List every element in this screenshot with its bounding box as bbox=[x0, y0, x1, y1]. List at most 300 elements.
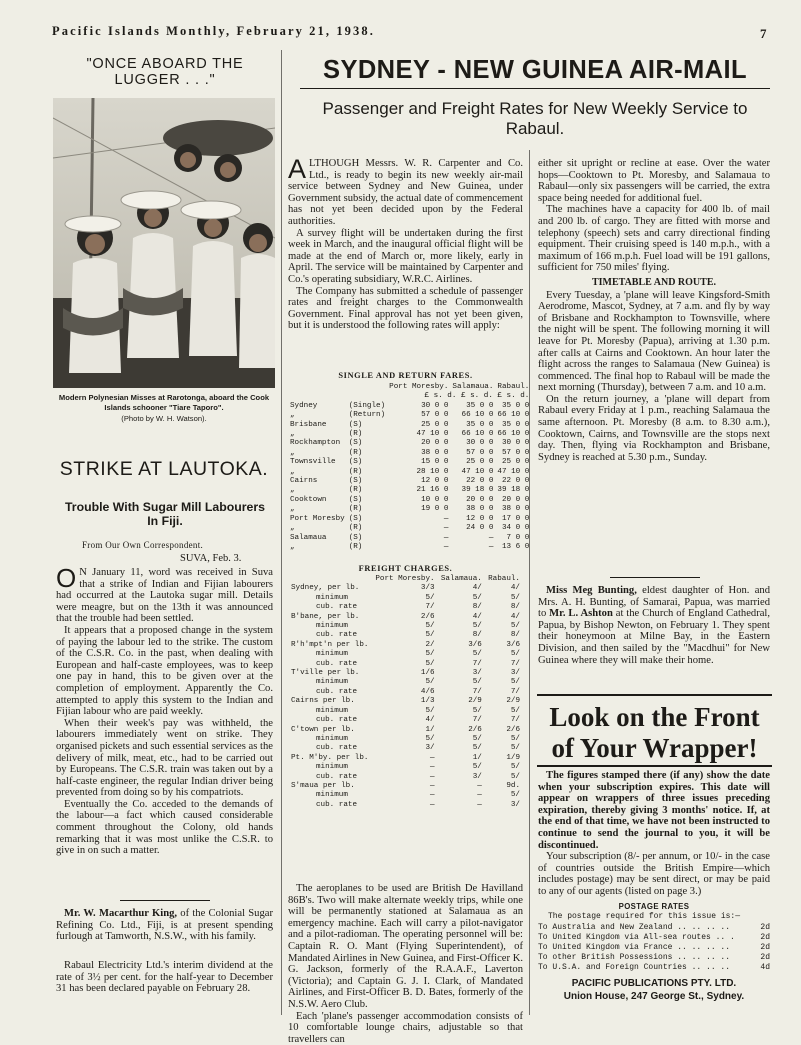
box-rule bbox=[537, 694, 772, 696]
brief-rabaul-text: Rabaul Electricity Ltd.'s interim dividend at the rate of 3½ per cent. for the half-year to December 31 has been declared payable on February 28. bbox=[56, 960, 273, 995]
fares-type: (S) bbox=[348, 420, 363, 429]
fares-place: „ bbox=[290, 542, 295, 551]
freight-value: 5/ bbox=[472, 744, 482, 753]
fares-value: 25 0 0 bbox=[421, 420, 449, 429]
fares-place: „ bbox=[290, 467, 295, 476]
fares-value: 20 0 0 bbox=[466, 495, 494, 504]
freight-value: — bbox=[477, 781, 482, 790]
postage-destination: To United Kingdom via France .. .. .. .. bbox=[538, 943, 731, 952]
freight-row bbox=[288, 603, 523, 612]
freight-value: 3/ bbox=[472, 772, 482, 781]
freight-label: cub. rate bbox=[316, 800, 358, 809]
freight-value: 4/ bbox=[510, 584, 520, 593]
freight-value: 5/ bbox=[425, 659, 435, 668]
airmail-para-5: Each 'plane's passenger accommodation consists of 10 comfortable lounge chairs, adjustable so that travellers can bbox=[288, 1010, 523, 1045]
postage-destination: To Australia and New Zealand .. .. .. .. bbox=[538, 923, 731, 932]
freight-label: minimum bbox=[316, 622, 348, 631]
fares-type: (S) bbox=[348, 458, 363, 467]
airmail-col3-para-3: Every Tuesday, a 'plane will leave Kingsford-Smith Aerodrome, Mascot, Sydney, at 7 a.m. and fly by way of Brisbane and Rockhampton to Townsville, where the night will be spent. The following morning it will leave for Pt. Moresby (Papua), arriving at 1.30 p.m. after calls at Cairns and Cooktown. An hour later the flight across the ranges to Salamaua (New Guinea) is commenced. The final hop to Rabaul will be made the next morning (Thursday), between 7 a.m. and 10 a.m. bbox=[538, 289, 770, 394]
freight-col-header: Salamaua. bbox=[440, 575, 482, 583]
fares-value: 38 0 0 bbox=[466, 505, 494, 514]
fares-header-row bbox=[288, 383, 531, 392]
bunting-groom: Mr. L. Ashton bbox=[549, 608, 613, 620]
fares-value: 20 0 0 bbox=[421, 439, 449, 448]
brief-king-name: Mr. W. Macarthur King, bbox=[64, 908, 178, 919]
fares-units-row bbox=[288, 392, 531, 401]
brief-king-text: of the Colonial Sugar Refining Co. Ltd., Fiji, is at present spending furlough at Tamworth, N.S.W., with his family. bbox=[56, 908, 273, 943]
freight-label: cub. rate bbox=[316, 631, 358, 640]
postage-rate: 2d bbox=[760, 953, 770, 962]
publisher-name: PACIFIC PUBLICATIONS PTY. LTD. bbox=[571, 978, 737, 989]
airmail-dropcap: A bbox=[288, 154, 307, 184]
fares-type: (R) bbox=[348, 448, 363, 457]
freight-value: 5/ bbox=[510, 734, 520, 743]
fares-value: 35 0 0 bbox=[501, 420, 530, 429]
freight-row bbox=[288, 716, 523, 725]
freight-value: 7/ bbox=[472, 716, 482, 725]
postage-row bbox=[538, 963, 770, 973]
fares-type: (S) bbox=[348, 514, 363, 523]
freight-value: 7/ bbox=[472, 659, 482, 668]
strike-title: STRIKE AT LAUTOKA. bbox=[59, 458, 269, 480]
freight-value: 5/ bbox=[510, 772, 520, 781]
fares-col-header: Port Moresby. bbox=[389, 383, 449, 391]
fares-value: 13 6 0 bbox=[501, 542, 530, 551]
freight-value: 3/6 bbox=[468, 640, 482, 649]
freight-value: 3/ bbox=[425, 744, 435, 753]
freight-value: 8/ bbox=[472, 631, 482, 640]
freight-value: — bbox=[430, 753, 435, 762]
freight-row bbox=[288, 622, 523, 631]
fares-row bbox=[288, 458, 531, 467]
freight-row bbox=[288, 791, 523, 800]
fares-row bbox=[288, 430, 531, 439]
postage-row bbox=[538, 923, 770, 933]
freight-label: cub. rate bbox=[316, 716, 358, 725]
fares-row bbox=[288, 439, 531, 448]
freight-value: 4/6 bbox=[420, 687, 435, 696]
strike-para-4: Eventually the Co. acceded to the demands of the labour—a fact which caused considerable comment throughout the Colony, old hands remarking that it was most unlike the C.S.R. to give in on such a matter. bbox=[56, 798, 273, 857]
fares-place: „ bbox=[290, 505, 295, 514]
postage-table bbox=[538, 923, 770, 973]
airmail-para-1 bbox=[288, 154, 523, 228]
fares-row bbox=[288, 534, 531, 543]
freight-value: — bbox=[430, 763, 435, 772]
freight-value: 5/ bbox=[510, 593, 520, 602]
fares-value: 25 0 0 bbox=[466, 458, 494, 467]
freight-value: 5/ bbox=[425, 650, 435, 659]
freight-label: C'town per lb. bbox=[291, 725, 355, 734]
freight-value: 5/ bbox=[425, 622, 435, 631]
fares-place: Cairns bbox=[290, 477, 318, 486]
freight-row bbox=[288, 726, 523, 735]
bunting-text-2: at the Church of England Cathedral, Papua, by Bishop Newton, on February 1. They spent their honeymoon at Milne Bay, in the Eastern Division, and then sailed by the "Macdhui" for New Guinea where they will make their home. bbox=[538, 608, 771, 666]
brief-rabaul bbox=[56, 960, 273, 995]
freight-value: 1/9 bbox=[506, 753, 520, 762]
box-rule bbox=[537, 765, 772, 767]
freight-label: cub. rate bbox=[316, 772, 358, 781]
postage-destination: To other British Possessions .. .. .. .. bbox=[538, 953, 731, 962]
freight-value: 5/ bbox=[425, 678, 435, 687]
strike-para-1-text: N January 11, word was received in Suva that a strike of Indian and Fijian labourers had occurred at the Lautoka sugar mill. Details were meagre, but on the 13th it was announced that the trouble had been settled. bbox=[56, 567, 273, 625]
fares-value: — bbox=[443, 514, 449, 523]
fares-units: £ s. d. £ s. d. £ s. d. bbox=[424, 392, 530, 401]
freight-value: — bbox=[430, 772, 435, 781]
freight-value: 5/ bbox=[510, 744, 520, 753]
fares-value: 10 0 0 bbox=[421, 495, 449, 504]
fares-type: (S) bbox=[348, 533, 363, 542]
running-title: Pacific Islands Monthly, February 21, 1938. bbox=[52, 24, 375, 38]
freight-label: T'ville per lb. bbox=[291, 669, 360, 678]
photo-headline: "ONCE ABOARD THE LUGGER . . ." bbox=[86, 56, 244, 88]
freight-value: 5/ bbox=[510, 791, 520, 800]
postage-destination: To U.S.A. and Foreign Countries .. .. .. bbox=[538, 963, 731, 972]
fares-value: 47 10 0 bbox=[461, 467, 494, 476]
freight-label: minimum bbox=[316, 650, 348, 659]
freight-value: 4/ bbox=[425, 716, 435, 725]
freight-value: 5/ bbox=[472, 706, 482, 715]
fares-value: — bbox=[443, 524, 449, 533]
strike-para-3: When their week's pay was withheld, the labourers immediately went on strike. They organised pickets and such essential services as the delivery of milk, meat, etc., had to be carried out by Europeans. The C.S.R. train was taken out by a half-caste engineer, the regular Indian driver being prevented from doing so by his compatriots. bbox=[56, 717, 273, 799]
freight-value: 1/ bbox=[472, 753, 482, 762]
fares-value: 57 0 0 bbox=[421, 411, 449, 420]
fares-row bbox=[288, 496, 531, 505]
fares-row bbox=[288, 543, 531, 552]
freight-row bbox=[288, 678, 523, 687]
strike-subtitle: Trouble With Sugar Mill Labourers In Fiji. bbox=[64, 500, 266, 528]
freight-row bbox=[288, 584, 523, 593]
freight-row bbox=[288, 801, 523, 810]
fares-value: 38 0 0 bbox=[421, 448, 449, 457]
fares-type: (R) bbox=[348, 486, 363, 495]
fares-value: 35 0 0 bbox=[466, 420, 494, 429]
freight-value: 4/ bbox=[510, 612, 520, 621]
freight-value: 2/ bbox=[425, 640, 435, 649]
fares-value: — bbox=[443, 542, 449, 551]
airmail-body-2 bbox=[288, 883, 523, 1045]
fares-place: „ bbox=[290, 486, 295, 495]
fares-heading: SINGLE AND RETURN FARES. bbox=[338, 371, 473, 380]
airmail-subtitle: Passenger and Freight Rates for New Weekly Service to Rabaul. bbox=[322, 99, 748, 138]
freight-label: minimum bbox=[316, 791, 348, 800]
fares-type: (Return) bbox=[348, 411, 386, 420]
fares-place: Salamaua bbox=[290, 533, 327, 542]
freight-label: minimum bbox=[316, 593, 348, 602]
airmail-body-1 bbox=[288, 154, 523, 332]
freight-value: 5/ bbox=[425, 734, 435, 743]
photo-credit: (Photo by W. H. Watson). bbox=[121, 414, 207, 423]
fares-value: 39 18 0 bbox=[461, 486, 494, 495]
fares-place: „ bbox=[290, 430, 295, 439]
freight-value: — bbox=[430, 781, 435, 790]
fares-row bbox=[288, 402, 531, 411]
postage-table-wrap bbox=[538, 923, 770, 973]
freight-value: 5/ bbox=[472, 650, 482, 659]
freight-value: 1/ bbox=[425, 725, 435, 734]
freight-value: 5/ bbox=[510, 763, 520, 772]
fares-row bbox=[288, 477, 531, 486]
airmail-para-2: A survey flight will be undertaken during the first week in March, and the inaugural official flight will be made at the end of March or, more likely, early in April. The service will be maintained by Carpenter and Co.'s operating subsidiary, W.R.C. Airlines. bbox=[288, 227, 523, 285]
freight-value: 2/9 bbox=[468, 697, 482, 706]
freight-label: cub. rate bbox=[316, 744, 358, 753]
freight-value: — bbox=[477, 791, 482, 800]
freight-value: 2/6 bbox=[420, 612, 435, 621]
airmail-col3-para-2: The machines have a capacity for 400 lb. of mail and 200 lb. of cargo. They are fitted with morse and telephony (speech) sets and carry directional finding equipment. Their cruising speed is 140 m.p.h., with a maximum of 166 m.p.h. Fuel load will be 191 gallons, sufficient for 750 miles' flying. bbox=[538, 204, 770, 274]
bunting-item bbox=[538, 585, 770, 666]
strike-dropcap: O bbox=[56, 563, 77, 593]
freight-value: 9d. bbox=[506, 781, 520, 790]
freight-value: 7/ bbox=[472, 687, 482, 696]
fares-value: 66 10 0 bbox=[461, 411, 494, 420]
freight-label: cub. rate bbox=[316, 687, 358, 696]
bunting-name: Miss Meg Bunting, bbox=[546, 585, 637, 596]
fares-value: 22 0 0 bbox=[501, 477, 530, 486]
freight-value: 5/ bbox=[472, 622, 482, 631]
fares-value: 30 0 0 bbox=[421, 401, 449, 410]
fares-type: (R) bbox=[348, 430, 363, 439]
fares-value: 24 0 0 bbox=[466, 524, 494, 533]
freight-value: 4/ bbox=[472, 612, 482, 621]
freight-label: cub. rate bbox=[316, 603, 358, 612]
fares-row bbox=[288, 468, 531, 477]
fares-type: (Single) bbox=[348, 401, 386, 410]
freight-value: 8/ bbox=[510, 631, 520, 640]
airmail-para-3: The Company has submitted a schedule of passenger rates and freight charges to the Commonwealth Government. Final approval has not yet been given, but it is understood the following rates will apply: bbox=[288, 285, 523, 332]
fares-type: (R) bbox=[348, 542, 363, 551]
divider bbox=[120, 900, 210, 901]
fares-value: 34 0 0 bbox=[501, 524, 530, 533]
fares-col-header: Rabaul. bbox=[497, 383, 530, 391]
fares-type: (R) bbox=[348, 524, 363, 533]
airmail-title: SYDNEY - NEW GUINEA AIR-MAIL bbox=[323, 56, 747, 84]
freight-row bbox=[288, 669, 523, 678]
freight-value: 2/6 bbox=[506, 725, 520, 734]
freight-value: 5/ bbox=[510, 678, 520, 687]
freight-value: — bbox=[477, 800, 482, 809]
fares-value: 66 10 0 bbox=[497, 411, 530, 420]
freight-row bbox=[288, 744, 523, 753]
divider bbox=[610, 577, 700, 578]
freight-label: cub. rate bbox=[316, 659, 358, 668]
title-rule bbox=[300, 88, 770, 89]
fares-value: 19 0 0 bbox=[421, 505, 449, 514]
fares-value: — bbox=[443, 533, 449, 542]
freight-label: S'maua per lb. bbox=[291, 781, 355, 790]
fares-value: 17 0 0 bbox=[501, 514, 530, 523]
fares-place: Port Moresby bbox=[290, 514, 345, 523]
fares-value: 28 10 0 bbox=[416, 467, 449, 476]
freight-value: 5/ bbox=[472, 593, 482, 602]
fares-value: 30 0 0 bbox=[501, 439, 530, 448]
freight-value: 8/ bbox=[472, 603, 482, 612]
strike-para-2: It appears that a proposed change in the system of paying the labour led to the strike. The custom of the C.S.R. Co. in the past, when dealing with European and half-caste employees, was to keep one pay in hand, this to be given over at the completion of employment. Apparently the Co. attempted to apply this system to the Indian and Fijian labour who are paid weekly. bbox=[56, 624, 273, 718]
freight-row bbox=[288, 735, 523, 744]
freight-value: 4/ bbox=[472, 584, 482, 593]
fares-value: 66 10 0 bbox=[497, 430, 530, 439]
fares-value: 30 0 0 bbox=[466, 439, 494, 448]
fares-type: (S) bbox=[348, 495, 363, 504]
freight-row bbox=[288, 660, 523, 669]
freight-value: 7/ bbox=[510, 687, 520, 696]
postage-row bbox=[538, 953, 770, 963]
freight-row bbox=[288, 754, 523, 763]
fares-type: (S) bbox=[348, 477, 363, 486]
fares-place: „ bbox=[290, 411, 295, 420]
fares-place: „ bbox=[290, 448, 295, 457]
fares-type: (S) bbox=[348, 439, 363, 448]
fares-row bbox=[288, 486, 531, 495]
freight-label: B'bane, per lb. bbox=[291, 612, 360, 621]
freight-value: 8/ bbox=[510, 603, 520, 612]
freight-value: 7/ bbox=[425, 603, 435, 612]
wrapper-text: Your subscription (8/- per annum, or 10/- in the case of countries outside the British Empire—which includes postage) may be sent direct, or may be paid to any of our agents (listed on page 3.) bbox=[538, 851, 770, 897]
fares-value: — bbox=[488, 533, 494, 542]
freight-label: Sydney, per lb. bbox=[291, 584, 360, 593]
airmail-para-4: The aeroplanes to be used are British De Havilland 86B's. Two will make alternate weekly trips, while one will be permanently stationed at Salamaua as an emergency machine. Each will carry a pilot-navigator and a pilot-radioman. The operating personnel will be: Captain R. O. Mant (Flying Superintendent), of Mandated Airlines in New Guinea, and First-Officer K. G. Jackson, formerly of the R.A.A.F., Laverton (Victoria); and Captain G. J. I. Clark, of Mandated Airlines, and First-Officer B. D. Bates, formerly of the N.S.W. Aero Club. bbox=[288, 883, 523, 1010]
freight-col-header: Port Moresby. bbox=[375, 575, 435, 583]
fares-type: (R) bbox=[348, 505, 363, 514]
freight-label: R'h'mpt'n per lb. bbox=[291, 640, 369, 649]
freight-value: 2/6 bbox=[468, 725, 482, 734]
fares-value: 57 0 0 bbox=[501, 448, 530, 457]
fares-row bbox=[288, 524, 531, 533]
fares-place: Brisbane bbox=[290, 420, 327, 429]
fares-value: 15 0 0 bbox=[421, 458, 449, 467]
freight-label: minimum bbox=[316, 734, 348, 743]
freight-value: 5/ bbox=[425, 706, 435, 715]
freight-table bbox=[288, 575, 523, 810]
freight-row bbox=[288, 631, 523, 640]
freight-value: 3/ bbox=[510, 800, 520, 809]
fares-row bbox=[288, 515, 531, 524]
freight-label: minimum bbox=[316, 706, 348, 715]
fares-row bbox=[288, 421, 531, 430]
freight-row bbox=[288, 594, 523, 603]
photo-illustration bbox=[53, 98, 275, 388]
freight-table-wrap bbox=[288, 575, 523, 810]
fares-row bbox=[288, 505, 531, 514]
fares-value: 12 0 0 bbox=[421, 477, 449, 486]
postage-destination: To United Kingdom via All-sea routes .. . bbox=[538, 933, 735, 942]
freight-row bbox=[288, 782, 523, 791]
fares-value: 66 10 0 bbox=[461, 430, 494, 439]
freight-value: 5/ bbox=[510, 650, 520, 659]
column-rule bbox=[281, 50, 282, 1015]
freight-value: — bbox=[430, 800, 435, 809]
fares-value: 47 10 0 bbox=[497, 467, 530, 476]
freight-label: minimum bbox=[316, 678, 348, 687]
page-number: 7 bbox=[760, 26, 767, 41]
freight-row bbox=[288, 688, 523, 697]
freight-label: Cairns per lb. bbox=[291, 697, 355, 706]
freight-value: 3/3 bbox=[420, 584, 435, 593]
freight-value: 1/6 bbox=[420, 669, 435, 678]
freight-row bbox=[288, 763, 523, 772]
postage-rate: 4d bbox=[760, 963, 770, 972]
timetable-heading: TIMETABLE AND ROUTE. bbox=[591, 276, 716, 288]
freight-value: 5/ bbox=[472, 734, 482, 743]
freight-value: 5/ bbox=[425, 631, 435, 640]
freight-row bbox=[288, 707, 523, 716]
postage-rate: 2d bbox=[760, 933, 770, 942]
fares-place: Cooktown bbox=[290, 495, 327, 504]
fares-place: Rockhampton bbox=[290, 439, 341, 448]
freight-label: Pt. M'by. per lb. bbox=[291, 753, 369, 762]
freight-value: 2/9 bbox=[506, 697, 520, 706]
freight-row bbox=[288, 697, 523, 706]
fares-place: Townsville bbox=[290, 458, 336, 467]
wrapper-bold-text: The figures stamped there (if any) show the date when your subscription expires. This date will appear on wrappers of three issues preceding expiration, thereby giving 3 months' notice. If, at the end of that time, we have not been instructed to continue to send the journal to you, it will be discontinued. bbox=[538, 770, 770, 851]
postage-heading: POSTAGE RATES bbox=[618, 902, 690, 911]
fares-value: 47 10 0 bbox=[416, 430, 449, 439]
airmail-col3-para-1: either sit upright or recline at ease. Over the water hops—Cooktown to Pt. Moresby, and Salamaua to Rabaul—only six passengers will be carried, the extra space being needed for additional fuel. bbox=[538, 158, 770, 204]
airmail-para-1-text: LTHOUGH Messrs. W. R. Carpenter and Co. Ltd., is ready to begin its new weekly air-mail service between Sydney and New Guinea, under Government subsidy, the actual date of commencement has not yet been decided upon by the Federal authorities. bbox=[288, 158, 523, 227]
fares-value: 22 0 0 bbox=[466, 477, 494, 486]
fares-row bbox=[288, 411, 531, 420]
fares-place: Sydney bbox=[290, 401, 318, 410]
fares-value: 7 0 0 bbox=[506, 533, 530, 542]
fares-value: — bbox=[488, 542, 494, 551]
strike-para-1 bbox=[56, 563, 273, 625]
freight-value: 5/ bbox=[425, 593, 435, 602]
fares-value: 12 0 0 bbox=[466, 514, 494, 523]
fares-table-wrap bbox=[288, 383, 530, 552]
freight-row bbox=[288, 613, 523, 622]
wrapper-body bbox=[538, 770, 770, 898]
strike-byline: From Our Own Correspondent. bbox=[82, 540, 204, 550]
freight-row bbox=[288, 650, 523, 659]
fares-value: 20 0 0 bbox=[501, 495, 530, 504]
freight-value: 3/ bbox=[510, 669, 520, 678]
freight-row bbox=[288, 641, 523, 650]
fares-value: 38 0 0 bbox=[501, 505, 530, 514]
bunting-text-1: eldest daughter of Hon. and Mrs. A. H. Bunting, of Samarai, Papua, was married to bbox=[538, 585, 771, 620]
postage-intro: The postage required for this issue is:— bbox=[548, 912, 741, 921]
freight-value: 3/6 bbox=[506, 640, 520, 649]
freight-value: — bbox=[430, 791, 435, 800]
freight-header-row bbox=[288, 575, 523, 584]
freight-value: 1/3 bbox=[420, 697, 435, 706]
postage-row bbox=[538, 933, 770, 943]
fares-value: 35 0 0 bbox=[466, 401, 494, 410]
fares-table bbox=[288, 383, 531, 552]
fares-value: 35 0 0 bbox=[501, 401, 530, 410]
airmail-body-3 bbox=[538, 158, 770, 463]
column-rule bbox=[529, 150, 530, 1015]
photo-caption: Modern Polynesian Misses at Rarotonga, aboard the Cook Islands schooner "Tiare Taporo". bbox=[58, 393, 270, 412]
freight-value: 5/ bbox=[510, 622, 520, 631]
publisher-address: Union House, 247 George St., Sydney. bbox=[563, 991, 745, 1002]
freight-value: 7/ bbox=[510, 716, 520, 725]
freight-row bbox=[288, 773, 523, 782]
strike-body bbox=[56, 563, 273, 857]
wrapper-title: Look on the Front of Your Wrapper! bbox=[549, 702, 760, 763]
freight-value: 5/ bbox=[510, 706, 520, 715]
brief-king bbox=[56, 908, 273, 943]
airmail-col3-para-4: On the return journey, a 'plane will depart from Rabaul every Friday at 1 p.m., reaching Salamaua the same afternoon. Pt. Moresby (8 a.m. to 8.30 a.m.), Cooktown, Cairns, and Townsville are the stops next day. Then, flying via Rockhampton and Brisbane, Sydney is reached at 5.30 p.m., Sunday. bbox=[538, 393, 770, 463]
fares-col-header: Salamaua. bbox=[452, 383, 494, 391]
fares-value: 25 0 0 bbox=[501, 458, 530, 467]
freight-value: 5/ bbox=[472, 678, 482, 687]
postage-row bbox=[538, 943, 770, 953]
photo-polynesian-misses bbox=[53, 98, 275, 388]
fares-place: „ bbox=[290, 524, 295, 533]
fares-row bbox=[288, 449, 531, 458]
freight-col-header: Rabaul. bbox=[488, 575, 520, 583]
postage-rate: 2d bbox=[760, 923, 770, 932]
fares-type: (R) bbox=[348, 467, 363, 476]
postage-rate: 2d bbox=[760, 943, 770, 952]
